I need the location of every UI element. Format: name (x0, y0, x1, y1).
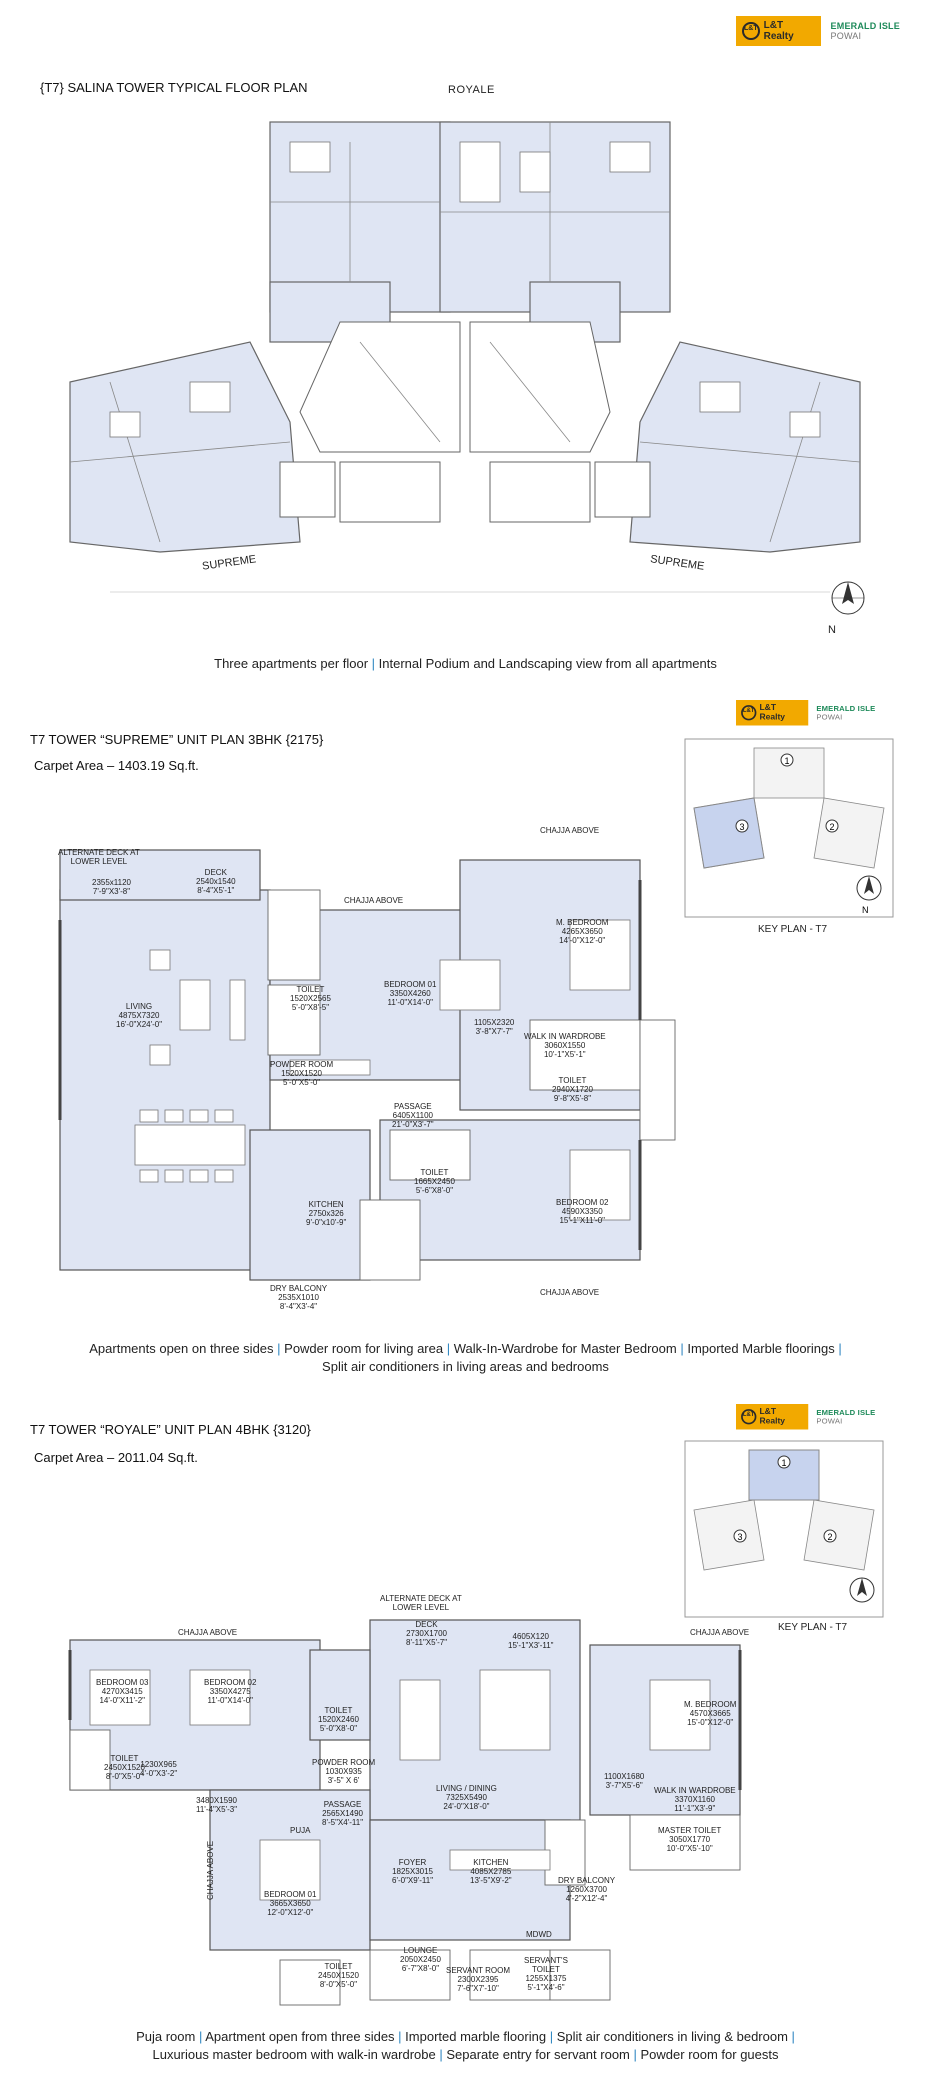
label-alt-deck: ALTERNATE DECK AT LOWER LEVEL (58, 848, 140, 866)
label-passage: PASSAGE 6405X1100 21'-0"X3'-7" (392, 1102, 434, 1129)
r-label-living-dining: LIVING / DINING 7325X5490 24'-0"X18'-0" (436, 1784, 497, 1811)
r-label-master-bedroom: M. BEDROOM 4570X3665 15'-0"X12'-0" (684, 1700, 737, 1727)
lt-realty-name: L&T Realty (763, 20, 794, 42)
supreme-unit-plan (50, 820, 690, 1320)
r-label-bedroom-01: BEDROOM 01 3665X3650 12'-0"X12'-0" (264, 1890, 317, 1917)
section2-title: T7 TOWER “SUPREME” UNIT PLAN 3BHK {2175} (30, 732, 324, 747)
section3-title: T7 TOWER “ROYALE” UNIT PLAN 4BHK {3120} (30, 1422, 311, 1437)
lt-realty-name: L&T Realty (759, 703, 786, 723)
r-label-mdwd: MDWD (526, 1930, 552, 1939)
r-label-powder: POWDER ROOM 1030X935 3'-5" X 6' (312, 1758, 376, 1785)
r-label-chajja-right: CHAJJA ABOVE (690, 1628, 750, 1637)
label-dry-balcony: DRY BALCONY 2535X1010 8'-4"X3'-4" (270, 1284, 328, 1311)
label-supreme-right: SUPREME (649, 553, 705, 573)
r-label-kitchen: KITCHEN 4085X2785 13'-5"X9'-2" (470, 1858, 512, 1885)
r-label-deck: DECK 2730X1700 8'-11"X5'-7" (406, 1620, 448, 1647)
key-plan-label-royale: KEY PLAN - T7 (778, 1622, 848, 1633)
project-name: EMERALD ISLE POWAI (816, 1408, 876, 1426)
r-label-bedroom-02: BEDROOM 02 3350X4275 11'-0"X14'-0" (204, 1678, 257, 1705)
label-deck-left: 2355x1120 7'-9"X3'-8" (92, 878, 131, 896)
label-toilet1: TOILET 1520X2565 5'-0"X8'-5" (290, 985, 331, 1012)
section1-title: {T7} SALINA TOWER TYPICAL FLOOR PLAN (40, 80, 308, 95)
lt-mark-icon: L&T (741, 1409, 756, 1424)
r-label-servant-room: SERVANT ROOM 2300X2395 7'-6"X7'-10" (446, 1966, 511, 1993)
svg-text:1: 1 (781, 1458, 787, 1468)
r-label-lounge: LOUNGE 2050X2450 6'-7"X8'-0" (400, 1946, 441, 1973)
label-master-bedroom: M. BEDROOM 4265X3650 14'-0"X12'-0" (556, 918, 609, 945)
r-label-passage: PASSAGE 2565X1490 8'-5"X4'-11" (322, 1800, 364, 1827)
svg-text:N: N (862, 905, 869, 915)
r-label-servant-toilet: SERVANT'S TOILET 1255X1375 5'-1"X4'-6" (524, 1956, 568, 1992)
brand-header-1 (736, 16, 931, 46)
label-chajja-bottom: CHAJJA ABOVE (540, 1288, 600, 1297)
r-label-master-toilet: MASTER TOILET 3050X1770 10'-0"X5'-10" (658, 1826, 722, 1853)
section2-caption: Apartments open on three sides | Powder room for living area | Walk-In-Wardrobe for Master Bedroom | Imported Marble floorings | Split air conditioners in living areas and bedrooms (89, 1341, 842, 1374)
label-powder: POWDER ROOM 1520X1520 5'-0"X5'-0" (270, 1060, 334, 1087)
r-label-dry-balcony: DRY BALCONY 1260X3700 4'-2"X12'-4" (558, 1876, 616, 1903)
label-chajja-mid: CHAJJA ABOVE (344, 896, 404, 905)
r-label-puja: PUJA (290, 1826, 311, 1835)
label-royale: ROYALE (448, 84, 495, 96)
brand-header-2 (736, 700, 902, 726)
r-label-deck-right: 4605X120 15'-1"X3'-11" (508, 1632, 554, 1650)
r-label-bedroom-03: BEDROOM 03 4270X3415 14'-0"X11'-2" (96, 1678, 149, 1705)
section3-carpet-area: Carpet Area – 2011.04 Sq.ft. (34, 1450, 198, 1465)
typical-floor-plan (50, 82, 880, 632)
brand-header-3 (736, 1404, 902, 1430)
lt-realty-logo (736, 1404, 808, 1430)
label-kitchen: KITCHEN 2750x326 9'-0"x10'-9" (306, 1200, 347, 1227)
north-label: N (828, 624, 836, 636)
label-chajja-top: CHAJJA ABOVE (540, 826, 600, 835)
label-bedroom-02: BEDROOM 02 4590X3350 15'-1"X11'-0" (556, 1198, 609, 1225)
label-walk-in-wardrobe: WALK IN WARDROBE 3060X1550 10'-1"X5'-1" (524, 1032, 606, 1059)
r-label-chajja-left: CHAJJA ABOVE (178, 1628, 238, 1637)
r-label-chajja-side: CHAJJA ABOVE (206, 1840, 215, 1900)
label-deck: DECK 2540x1540 8'-4"X5'-1" (196, 868, 236, 895)
r-label-toilet-center: TOILET 1520X2460 5'-0"X8'-0" (318, 1706, 359, 1733)
key-plan-label: KEY PLAN - T7 (758, 924, 828, 935)
key-marker-3: 3 (739, 822, 745, 832)
section3-caption: Puja room | Apartment open from three sides | Imported marble flooring | Split air conditioners in living & bedroom | Luxurious master bedroom with walk-in wardrobe | Separate entry for servant room | Powder room for guests (136, 2029, 795, 2062)
label-bedroom-01: BEDROOM 01 3350X4260 11'-0"X14'-0" (384, 980, 437, 1007)
r-label-corridor: 1100X1680 3'-7"X5'-6" (604, 1772, 645, 1790)
label-supreme-left: SUPREME (201, 553, 257, 573)
lt-realty-name: L&T Realty (759, 1407, 786, 1427)
section1-caption: Three apartments per floor | Internal Podium and Landscaping view from all apartments (214, 656, 717, 671)
svg-text:3: 3 (737, 1532, 743, 1542)
lt-mark-icon: L&T (741, 705, 756, 720)
project-name: EMERALD ISLE POWAI (830, 21, 900, 41)
r-label-walk-in-wardrobe: WALK IN WARDROBE 3370X1160 11'-1"X3'-9" (654, 1786, 736, 1813)
label-corridor: 1105X2320 3'-8"X7'-7" (474, 1018, 515, 1036)
key-marker-2: 2 (829, 822, 835, 832)
r-label-foyer: FOYER 1825X3015 6'-0"X9'-11" (392, 1858, 434, 1885)
r-label-small-left: 1230X965 4'-0"X3'-2" (140, 1760, 178, 1778)
label-living: LIVING 4875X7320 16'-0"X24'-0" (116, 1002, 163, 1029)
r-label-toilet-bottom: TOILET 2450X1520 8'-0"X5'-0" (318, 1962, 359, 1989)
r-label-passage-left: 3480X1590 11'-4"X5'-3" (196, 1796, 238, 1814)
key-plan-t7 (684, 738, 894, 918)
lt-mark-icon: L&T (742, 22, 760, 40)
lt-realty-logo (736, 700, 808, 726)
section2-carpet-area: Carpet Area – 1403.19 Sq.ft. (34, 758, 199, 773)
key-marker-1: 1 (784, 756, 790, 766)
r-label-alt-deck: ALTERNATE DECK AT LOWER LEVEL (380, 1594, 462, 1612)
project-name: EMERALD ISLE POWAI (816, 704, 876, 722)
label-toilet-master: TOILET 2940X1720 9'-8"X5'-8" (552, 1076, 593, 1103)
svg-text:2: 2 (827, 1532, 833, 1542)
north-arrow-icon (828, 578, 868, 630)
r-label-toilet-left: TOILET 2450X1520 8'-0"X5'-0" (104, 1754, 145, 1781)
lt-realty-logo (736, 16, 821, 46)
label-toilet2: TOILET 1665X2450 5'-6"X8'-0" (414, 1168, 455, 1195)
